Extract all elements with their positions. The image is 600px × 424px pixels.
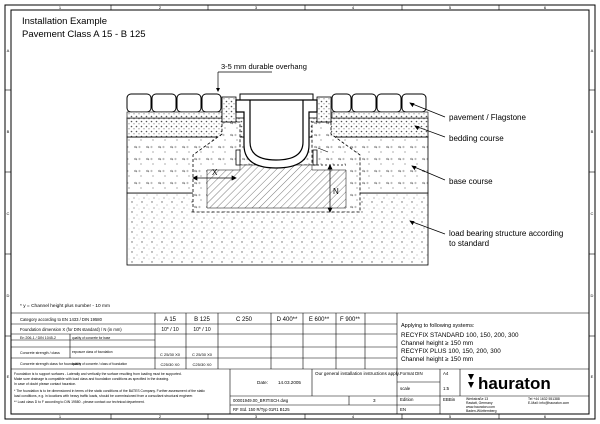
zone-col-1-bottom: 1 xyxy=(58,414,62,419)
concrete-a-a15: C 25/30 X0 xyxy=(159,352,181,357)
note-5: load conditions, e.g. in locations with heavy traffic loads, should be commissioned from a consultant structural engineer. xyxy=(14,394,194,398)
systems-heading: Applying to following systems: xyxy=(401,323,475,329)
zone-row-d-right: D xyxy=(590,293,594,298)
zone-col-4: 4 xyxy=(351,5,355,10)
format-label: Format DIN xyxy=(400,371,423,376)
zone-col-6: 6 xyxy=(543,5,547,10)
concrete-b-a15: C25/30 X0 xyxy=(160,362,180,367)
class-d400: D 400** xyxy=(276,317,298,323)
spec-row-standard: En 206-1 / DIN 1045-2 xyxy=(20,336,56,340)
edition-value: EBBin xyxy=(443,397,456,402)
systems-line-1: RECYFIX STANDARD 100, 150, 200, 300 xyxy=(401,332,519,339)
zone-col-6-bottom: 6 xyxy=(543,414,547,419)
drawing-ref: RF Std. 150 R/Typ 01R1 B125 xyxy=(233,407,290,412)
zone-col-2: 2 xyxy=(158,5,162,10)
spec-small-quality: quality of concrete for base xyxy=(72,336,111,340)
zone-row-b: B xyxy=(6,129,10,134)
footnote: * y = Channel height plus number - 10 mm xyxy=(20,304,110,309)
address-line-3: www.hauraton.com xyxy=(466,405,495,409)
spec-row-category: Category according to EN 1433 / DIN 19580 xyxy=(20,317,102,322)
class-b125: B 125 xyxy=(194,317,210,323)
edge-block-left xyxy=(222,97,236,122)
zone-row-a-right: A xyxy=(590,48,594,53)
zone-col-1: 1 xyxy=(58,5,62,10)
channel-foot-left xyxy=(236,150,240,165)
note-2: Make sure drainage is compatible with load class and foundation conditions as specified in the drawing. xyxy=(14,377,170,381)
general-note-1: Our general installation instructions apply. xyxy=(315,371,400,376)
drawing-title: Installation Example xyxy=(22,16,108,27)
zone-row-d: D xyxy=(6,293,10,298)
concrete-b-b125: C25/30 X0 xyxy=(192,362,212,367)
spec-row-strength: Concrete strength / class xyxy=(20,351,60,355)
contact-line-1: Tel +44 1632 551388 xyxy=(528,397,560,401)
file-name: 00001949.00_BRITISCH.dwg xyxy=(233,398,289,403)
hauraton-logo xyxy=(468,374,551,393)
notes-block xyxy=(14,372,205,404)
callout-pavement: pavement / Flagstone xyxy=(449,113,526,122)
date-value: 14.03.2005 xyxy=(278,380,301,385)
drainage-channel xyxy=(236,100,317,168)
zone-row-a: A xyxy=(6,48,10,53)
systems-line-2: Channel height ≥ 150 mm xyxy=(401,340,474,347)
overhang-label: 3-5 mm durable overhang xyxy=(221,62,307,71)
zone-row-b-right: B xyxy=(590,129,594,134)
zone-col-4-bottom: 4 xyxy=(351,414,355,419)
address-block xyxy=(466,397,569,413)
dim-a15: 10* / 10 xyxy=(161,327,179,333)
scale-label: scale xyxy=(400,386,411,391)
zone-row-e-right: E xyxy=(590,374,594,379)
address-line-4: Baden-Württemberg xyxy=(466,409,497,413)
page-number: 3 xyxy=(373,398,376,403)
cross-section xyxy=(127,62,428,265)
overhang-arrow xyxy=(216,88,220,92)
date-label: Date: xyxy=(257,380,268,385)
foundation-hatch xyxy=(207,165,346,208)
logo-mark-icon xyxy=(468,374,474,388)
edge-block-right xyxy=(317,97,331,122)
systems-line-4: Channel height ≥ 150 mm xyxy=(401,356,474,363)
channel-foot-right xyxy=(313,150,317,165)
systems-line-3: RECYFIX PLUS 100, 150, 200, 300 xyxy=(401,348,501,355)
pavers-left xyxy=(127,94,221,112)
callout-base: base course xyxy=(449,177,493,186)
zone-col-2-bottom: 2 xyxy=(158,414,162,419)
callout-load-bearing: load bearing structure according xyxy=(449,229,564,238)
class-e600: E 600** xyxy=(308,317,330,323)
zone-col-5: 5 xyxy=(448,5,452,10)
channel-grating xyxy=(240,94,313,100)
drawing-subtitle: Pavement Class A 15 - B 125 xyxy=(22,29,146,40)
paver-joint-right xyxy=(332,112,428,118)
spec-row-foundation: Concrete strength class for foundation xyxy=(20,362,81,366)
note-1: Foundation is to support surfaces - Laterally and vertically the surface resulting from loading must be supported. xyxy=(14,372,182,376)
class-f900: F 900** xyxy=(339,317,361,323)
address-line-2: Rastatt, Germany xyxy=(466,401,493,405)
callout-load-bearing-2: to standard xyxy=(449,239,490,248)
spec-small-class: quality of concrete / class of foundation xyxy=(72,362,128,366)
contact-line-2: E-Mail: info@hauraton.com xyxy=(528,401,570,405)
brand-name: hauraton xyxy=(478,374,551,393)
edition-label: Edition xyxy=(400,397,414,402)
zone-row-e: E xyxy=(6,374,10,379)
dim-b125: 10* / 10 xyxy=(193,327,211,333)
language: EN xyxy=(400,407,407,412)
address-line-1: Werkstraße 13 xyxy=(466,397,489,401)
zone-col-5-bottom: 5 xyxy=(448,414,452,419)
spec-small-exposure: exposure class of foundation xyxy=(72,350,113,354)
dimension-x-label: X xyxy=(212,168,218,177)
concrete-a-b125: C 25/30 X0 xyxy=(191,352,213,357)
dimension-n-label: N xyxy=(333,187,339,196)
zone-col-3: 3 xyxy=(254,5,258,10)
note-6: ** Load class D to F according to DIN 19580 - please contact our technical department. xyxy=(14,400,145,404)
zone-row-c: C xyxy=(6,211,10,216)
scale-value: 1:5 xyxy=(443,386,450,391)
zone-col-3-bottom: 3 xyxy=(254,414,258,419)
systems-block xyxy=(401,323,519,363)
paver-joint-left xyxy=(127,112,222,118)
format-value: A4 xyxy=(443,371,449,376)
note-3: In case of doubt please contact hauraton. xyxy=(14,382,77,386)
class-c250: C 250 xyxy=(235,317,253,323)
spec-row-dimension: Foundation dimension X (for DIN standard) / N (in mm) xyxy=(20,327,122,332)
zone-row-c-right: C xyxy=(590,211,594,216)
callout-bedding: bedding course xyxy=(449,134,504,143)
class-a15: A 15 xyxy=(163,317,177,323)
note-4: * The foundation is to be dimensioned in terms of the static conditions of the BATES Company. Further assessment of the static xyxy=(14,389,205,393)
